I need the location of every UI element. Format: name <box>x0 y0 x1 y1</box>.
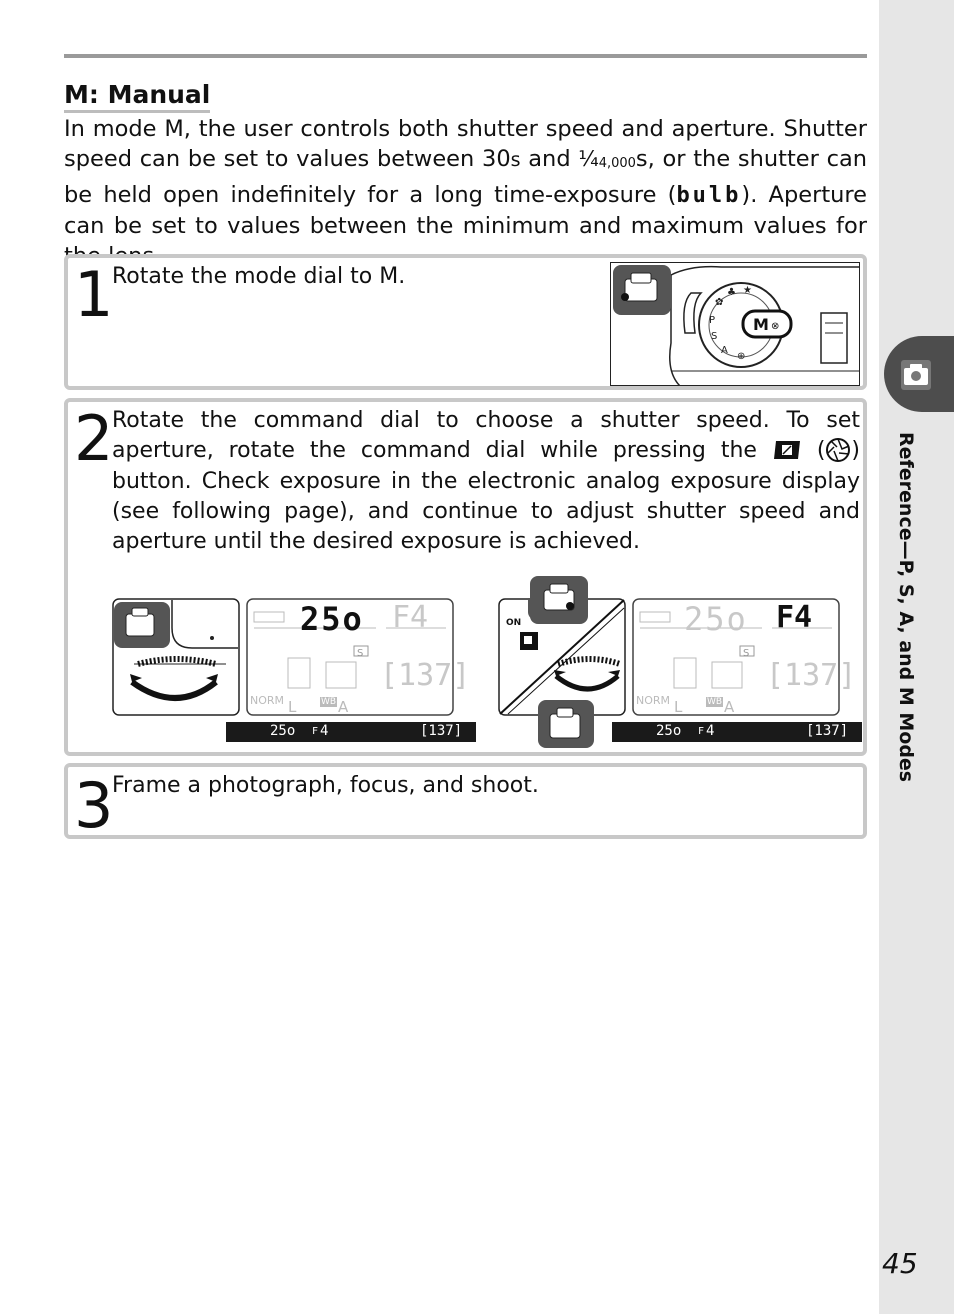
step-number: 3 <box>74 769 114 842</box>
viewfinder-bar-right <box>612 722 862 742</box>
svg-text:⊕: ⊕ <box>737 351 746 362</box>
lcd-right-count: [137] <box>766 658 857 693</box>
svg-text:A: A <box>721 345 728 356</box>
lcd-right-shutter: 25o <box>684 600 748 638</box>
step-text: Frame a photograph, focus, and shoot. <box>112 773 539 798</box>
lcd-left-wb-mode: A <box>338 698 349 716</box>
bar-left-f: F <box>312 726 319 737</box>
svg-text:M: M <box>753 315 769 334</box>
lcd-left-count: [137] <box>380 658 471 693</box>
section-heading: M: Manual <box>64 80 210 113</box>
intro-paragraph: In mode M, the user controls both shutter speed and aperture. Shutter speed can be set to values between 30s and $\frac{1}{4}_{4,000}s$, or the shutter can be held open indefinitely for a long time-exposure (bulb). Aperture can be set to values between the minimum and maximum values for <box>64 116 868 239</box>
lcd-left-aperture: F4 <box>392 600 429 635</box>
svg-text:★: ★ <box>743 285 752 296</box>
lcd-left-quality: L <box>288 698 297 716</box>
bar-left-shutter: 25o <box>270 723 296 739</box>
camera-badge-top <box>530 576 588 624</box>
fraction: $\frac{1}{4}_{4,000}$ <box>578 147 636 172</box>
lcd-right-wb: WB <box>707 697 723 707</box>
bar-left-count: [137] <box>420 723 463 739</box>
step-number: 2 <box>74 402 114 475</box>
exposure-comp-button-icon <box>772 439 802 461</box>
svg-text:P: P <box>709 315 716 326</box>
step-3-box <box>64 763 867 842</box>
step-1-box <box>64 254 867 390</box>
camera-badge-bottom <box>538 700 594 748</box>
step-number: 1 <box>74 258 114 331</box>
bar-left-aperture: 4 <box>320 723 329 739</box>
command-dial-illustration-left <box>112 598 240 716</box>
top-rule <box>64 54 867 58</box>
lcd-right-wb-mode: A <box>724 698 735 716</box>
svg-text:⊗: ⊗ <box>771 321 780 332</box>
bulb-lcd-text: bulb <box>676 182 742 208</box>
camera-icon <box>899 358 933 392</box>
step-text: Rotate the mode dial to M. <box>112 264 406 289</box>
bar-right-aperture: 4 <box>706 723 715 739</box>
lcd-right-s: S <box>743 648 750 659</box>
lcd-right-aperture: F4 <box>776 600 813 635</box>
svg-text:♣: ♣ <box>727 287 736 298</box>
lcd-left-s: S <box>357 648 364 659</box>
lcd-right-quality: L <box>674 698 683 716</box>
page-number: 45 <box>882 1247 918 1280</box>
step-text: Rotate the command dial to choose a shutter speed. To set aperture, rotate the command dial while pressing the ( ) button. Check exposure in the electronic analog exposure display (see following page), and continue to adjust shutter speed and aperture until the desired exposure is achieved. <box>112 408 861 555</box>
viewfinder-bar-left <box>226 722 476 742</box>
aperture-icon <box>825 437 851 463</box>
bar-right-f: F <box>698 726 705 737</box>
svg-text:S: S <box>711 331 718 342</box>
lcd-left-wb: WB <box>321 697 337 707</box>
step-2-box <box>64 398 867 756</box>
sidebar-section-label: Reference—P, S, A, and M Modes <box>895 432 917 783</box>
mode-dial-illustration <box>610 262 860 386</box>
on-label: ON <box>506 618 522 628</box>
lcd-right-norm: NORM <box>636 694 671 707</box>
lcd-left-shutter: 25o <box>300 600 364 638</box>
bar-right-count: [137] <box>806 723 849 739</box>
svg-text:✿: ✿ <box>715 297 724 308</box>
lcd-left-norm: NORM <box>250 694 285 707</box>
bar-right-shutter: 25o <box>656 723 682 739</box>
